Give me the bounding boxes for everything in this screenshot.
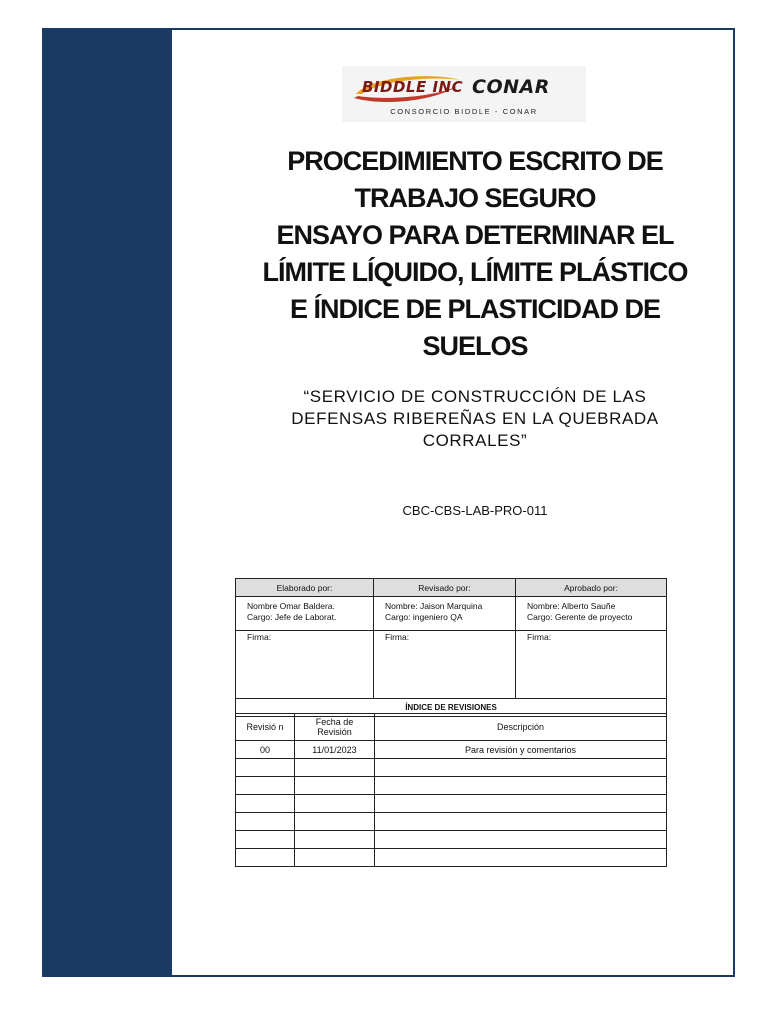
document-title bbox=[236, 143, 714, 365]
revisions-index-title: ÍNDICE DE REVISIONES bbox=[236, 699, 667, 717]
title-line: E ÍNDICE DE PLASTICIDAD DE bbox=[289, 294, 661, 324]
revision-number bbox=[236, 795, 295, 813]
table-row bbox=[236, 831, 667, 849]
revision-date bbox=[295, 759, 375, 777]
revision-number bbox=[236, 777, 295, 795]
revision-date bbox=[295, 813, 375, 831]
table-row bbox=[236, 813, 667, 831]
revision-description bbox=[375, 831, 667, 849]
revision-date bbox=[295, 777, 375, 795]
biddle-logo-text: BIDDLE INC bbox=[362, 78, 464, 96]
table-row bbox=[236, 777, 667, 795]
revision-date bbox=[295, 795, 375, 813]
revision-number: 00 bbox=[236, 741, 295, 759]
revisado-cell bbox=[374, 597, 516, 631]
title-line: SUELOS bbox=[422, 331, 528, 361]
company-logo bbox=[342, 66, 586, 122]
table-row bbox=[236, 759, 667, 777]
header-date: Fecha de Revisión bbox=[295, 714, 375, 741]
header-aprobado: Aprobado por: bbox=[516, 579, 667, 597]
approvals-table bbox=[235, 578, 667, 717]
revision-number bbox=[236, 813, 295, 831]
revision-number bbox=[236, 831, 295, 849]
signature-revisado: Firma: bbox=[374, 631, 516, 699]
revisions-table bbox=[235, 713, 667, 867]
elaborado-position: Cargo: Jefe de Laborat. bbox=[247, 612, 337, 622]
revisado-position: Cargo: ingeniero QA bbox=[385, 612, 463, 622]
signature-aprobado: Firma: bbox=[516, 631, 667, 699]
revision-description bbox=[375, 759, 667, 777]
side-band bbox=[42, 28, 172, 977]
subtitle-line: DEFENSAS RIBEREÑAS EN LA QUEBRADA bbox=[291, 409, 659, 428]
header-revisado: Revisado por: bbox=[374, 579, 516, 597]
revision-number bbox=[236, 849, 295, 867]
title-line: PROCEDIMIENTO ESCRITO DE bbox=[287, 146, 663, 176]
title-line: TRABAJO SEGURO bbox=[354, 183, 596, 213]
aprobado-name: Nombre: Alberto Sauñe bbox=[527, 601, 616, 611]
revision-description: Para revisión y comentarios bbox=[375, 741, 667, 759]
revision-date: 11/01/2023 bbox=[295, 741, 375, 759]
header-revision: Revisió n bbox=[236, 714, 295, 741]
table-row bbox=[236, 741, 667, 759]
revision-description bbox=[375, 849, 667, 867]
revisado-name: Nombre: Jaison Marquina bbox=[385, 601, 483, 611]
revision-number bbox=[236, 759, 295, 777]
table-row bbox=[236, 795, 667, 813]
revision-description bbox=[375, 795, 667, 813]
revision-description bbox=[375, 777, 667, 795]
title-line: LÍMITE LÍQUIDO, LÍMITE PLÁSTICO bbox=[262, 257, 688, 287]
table-row bbox=[236, 849, 667, 867]
title-line: ENSAYO PARA DETERMINAR EL bbox=[276, 220, 674, 250]
aprobado-cell bbox=[516, 597, 667, 631]
project-subtitle bbox=[236, 386, 714, 452]
conar-logo-text: CONAR bbox=[472, 76, 550, 98]
revision-date bbox=[295, 849, 375, 867]
consortium-label: CONSORCIO BIDDLE - CONAR bbox=[390, 107, 538, 116]
header-elaborado: Elaborado por: bbox=[236, 579, 374, 597]
revision-description bbox=[375, 813, 667, 831]
subtitle-line: CORRALES” bbox=[422, 431, 528, 450]
document-code: CBC-CBS-LAB-PRO-011 bbox=[402, 503, 548, 518]
revision-date bbox=[295, 831, 375, 849]
subtitle-line: “SERVICIO DE CONSTRUCCIÓN DE LAS bbox=[303, 387, 647, 406]
signature-elaborado: Firma: bbox=[236, 631, 374, 699]
elaborado-cell bbox=[236, 597, 374, 631]
elaborado-name: Nombre Omar Baldera. bbox=[247, 601, 335, 611]
header-description: Descripción bbox=[375, 714, 667, 741]
aprobado-position: Cargo: Gerente de proyecto bbox=[527, 612, 633, 622]
